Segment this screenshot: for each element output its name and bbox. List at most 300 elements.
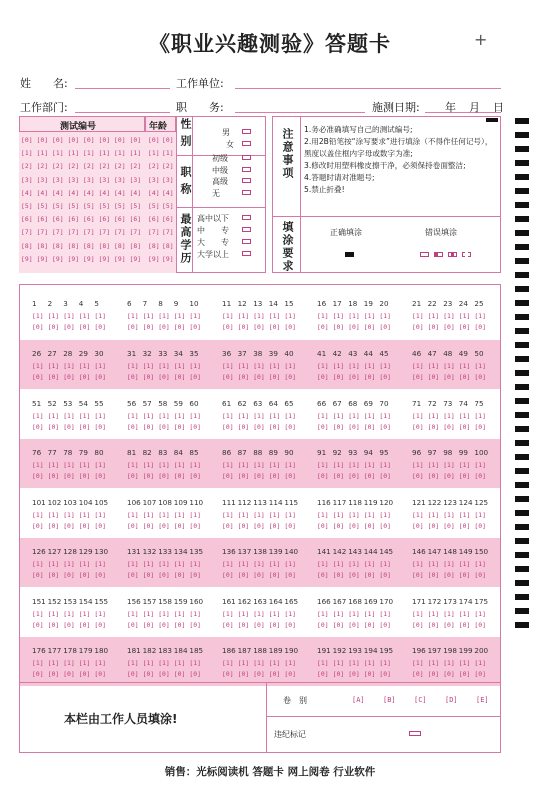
answer-bubble-0[interactable]: [0] — [332, 472, 345, 480]
answer-bubble-1[interactable]: [1] — [189, 362, 201, 370]
answer-bubble-1[interactable]: [1] — [268, 412, 281, 420]
answer-bubble-0[interactable]: [0] — [158, 423, 170, 431]
digit-bubble[interactable]: [1] — [52, 149, 64, 158]
answer-bubble-0[interactable]: [0] — [142, 423, 155, 431]
answer-bubble-1[interactable]: [1] — [379, 461, 391, 469]
answer-bubble-1[interactable]: [1] — [47, 610, 60, 618]
answer-bubble-1[interactable]: [1] — [474, 461, 486, 469]
answer-bubble-0[interactable]: [0] — [189, 373, 201, 381]
answer-bubble-0[interactable]: [0] — [78, 522, 91, 530]
answer-bubble-0[interactable]: [0] — [78, 423, 91, 431]
answer-bubble-0[interactable]: [0] — [363, 621, 376, 629]
digit-bubble[interactable]: [8] — [21, 241, 33, 250]
digit-bubble[interactable]: [6] — [148, 215, 160, 224]
answer-bubble-0[interactable]: [0] — [127, 571, 139, 579]
answer-bubble-0[interactable]: [0] — [348, 571, 360, 579]
answer-bubble-1[interactable]: [1] — [348, 659, 360, 667]
answer-bubble-1[interactable]: [1] — [443, 560, 455, 568]
answer-bubble-1[interactable]: [1] — [237, 511, 250, 519]
digit-bubble[interactable]: [2] — [36, 162, 49, 171]
answer-bubble-1[interactable]: [1] — [284, 560, 296, 568]
answer-bubble-1[interactable]: [1] — [458, 312, 471, 320]
answer-bubble-0[interactable]: [0] — [222, 571, 234, 579]
answer-bubble-0[interactable]: [0] — [47, 621, 60, 629]
answer-bubble-1[interactable]: [1] — [253, 511, 265, 519]
answer-bubble-1[interactable]: [1] — [158, 312, 170, 320]
digit-bubble[interactable]: [5] — [114, 202, 126, 210]
answer-bubble-0[interactable]: [0] — [458, 571, 471, 579]
answer-bubble-0[interactable]: [0] — [268, 373, 281, 381]
answer-bubble-0[interactable]: [0] — [443, 373, 455, 381]
answer-bubble-1[interactable]: [1] — [379, 560, 391, 568]
answer-bubble-0[interactable]: [0] — [94, 522, 106, 530]
digit-bubble[interactable]: [3] — [21, 175, 33, 184]
answer-bubble-1[interactable]: [1] — [284, 362, 296, 370]
answer-bubble-1[interactable]: [1] — [348, 610, 360, 618]
digit-bubble[interactable]: [7] — [36, 228, 49, 237]
answer-bubble-1[interactable]: [1] — [317, 511, 329, 519]
answer-bubble-0[interactable]: [0] — [443, 522, 455, 530]
answer-bubble-1[interactable]: [1] — [332, 511, 345, 519]
digit-bubble[interactable]: [0] — [148, 136, 160, 144]
answer-bubble-0[interactable]: [0] — [427, 621, 440, 629]
digit-bubble[interactable]: [4] — [129, 188, 142, 197]
answer-bubble-0[interactable]: [0] — [427, 323, 440, 331]
answer-bubble-1[interactable]: [1] — [63, 560, 75, 568]
answer-bubble-1[interactable]: [1] — [427, 659, 440, 667]
answer-bubble-1[interactable]: [1] — [427, 560, 440, 568]
answer-bubble-0[interactable]: [0] — [253, 670, 265, 678]
answer-bubble-1[interactable]: [1] — [379, 511, 391, 519]
answer-bubble-0[interactable]: [0] — [142, 670, 155, 678]
digit-bubble[interactable]: [1] — [67, 149, 80, 158]
answer-bubble-1[interactable]: [1] — [222, 461, 234, 469]
answer-bubble-1[interactable]: [1] — [78, 461, 91, 469]
answer-bubble-1[interactable]: [1] — [474, 659, 486, 667]
answer-bubble-1[interactable]: [1] — [268, 511, 281, 519]
answer-bubble-1[interactable]: [1] — [412, 511, 424, 519]
answer-bubble-1[interactable]: [1] — [412, 312, 424, 320]
digit-bubble[interactable]: [0] — [129, 136, 142, 144]
digit-bubble[interactable]: [3] — [162, 175, 174, 184]
answer-bubble-1[interactable]: [1] — [173, 461, 186, 469]
digit-bubble[interactable]: [5] — [67, 202, 80, 210]
answer-bubble-1[interactable]: [1] — [363, 610, 376, 618]
answer-bubble-0[interactable]: [0] — [237, 571, 250, 579]
answer-bubble-1[interactable]: [1] — [379, 362, 391, 370]
answer-bubble-0[interactable]: [0] — [142, 522, 155, 530]
digit-bubble[interactable]: [8] — [129, 241, 142, 250]
answer-bubble-1[interactable]: [1] — [237, 412, 250, 420]
answer-bubble-0[interactable]: [0] — [363, 571, 376, 579]
answer-bubble-0[interactable]: [0] — [158, 472, 170, 480]
answer-bubble-1[interactable]: [1] — [94, 461, 106, 469]
answer-bubble-1[interactable]: [1] — [32, 560, 44, 568]
answer-bubble-0[interactable]: [0] — [379, 522, 391, 530]
answer-bubble-1[interactable]: [1] — [78, 610, 91, 618]
answer-bubble-1[interactable]: [1] — [78, 412, 91, 420]
answer-bubble-0[interactable]: [0] — [63, 472, 75, 480]
answer-bubble-0[interactable]: [0] — [412, 472, 424, 480]
answer-bubble-0[interactable]: [0] — [458, 670, 471, 678]
answer-bubble-1[interactable]: [1] — [363, 511, 376, 519]
answer-bubble-0[interactable]: [0] — [142, 373, 155, 381]
answer-bubble-0[interactable]: [0] — [284, 373, 296, 381]
answer-bubble-0[interactable]: [0] — [237, 621, 250, 629]
answer-bubble-0[interactable]: [0] — [317, 670, 329, 678]
answer-bubble-1[interactable]: [1] — [474, 511, 486, 519]
answer-bubble-0[interactable]: [0] — [78, 323, 91, 331]
department-field[interactable] — [75, 112, 170, 113]
answer-bubble-0[interactable]: [0] — [94, 670, 106, 678]
answer-bubble-1[interactable]: [1] — [32, 312, 44, 320]
digit-bubble[interactable]: [1] — [36, 149, 49, 158]
answer-bubble-1[interactable]: [1] — [317, 461, 329, 469]
answer-bubble-0[interactable]: [0] — [173, 571, 186, 579]
answer-bubble-1[interactable]: [1] — [363, 312, 376, 320]
answer-bubble-0[interactable]: [0] — [222, 423, 234, 431]
answer-bubble-1[interactable]: [1] — [412, 362, 424, 370]
digit-bubble[interactable]: [9] — [21, 254, 33, 263]
digit-bubble[interactable]: [9] — [162, 254, 174, 263]
answer-bubble-1[interactable]: [1] — [142, 412, 155, 420]
digit-bubble[interactable]: [3] — [98, 175, 111, 184]
answer-bubble-0[interactable]: [0] — [427, 373, 440, 381]
answer-bubble-0[interactable]: [0] — [317, 323, 329, 331]
answer-bubble-0[interactable]: [0] — [427, 423, 440, 431]
answer-bubble-1[interactable]: [1] — [348, 312, 360, 320]
answer-bubble-0[interactable]: [0] — [379, 423, 391, 431]
answer-bubble-0[interactable]: [0] — [474, 323, 486, 331]
answer-bubble-0[interactable]: [0] — [222, 472, 234, 480]
answer-bubble-0[interactable]: [0] — [63, 571, 75, 579]
answer-bubble-0[interactable]: [0] — [363, 522, 376, 530]
answer-bubble-0[interactable]: [0] — [427, 571, 440, 579]
answer-bubble-0[interactable]: [0] — [47, 423, 60, 431]
answer-bubble-1[interactable]: [1] — [173, 362, 186, 370]
answer-bubble-0[interactable]: [0] — [332, 571, 345, 579]
answer-bubble-0[interactable]: [0] — [78, 373, 91, 381]
answer-bubble-1[interactable]: [1] — [94, 659, 106, 667]
answer-bubble-1[interactable]: [1] — [332, 659, 345, 667]
digit-bubble[interactable]: [7] — [148, 228, 160, 237]
paper-type-bubble[interactable]: [A] — [352, 696, 365, 704]
digit-bubble[interactable]: [9] — [83, 254, 95, 263]
answer-bubble-0[interactable]: [0] — [332, 621, 345, 629]
answer-bubble-0[interactable]: [0] — [47, 323, 60, 331]
answer-bubble-1[interactable]: [1] — [142, 610, 155, 618]
digit-bubble[interactable]: [5] — [36, 202, 49, 210]
answer-bubble-1[interactable]: [1] — [317, 610, 329, 618]
answer-bubble-1[interactable]: [1] — [379, 610, 391, 618]
digit-bubble[interactable]: [9] — [36, 254, 49, 263]
answer-bubble-1[interactable]: [1] — [127, 461, 139, 469]
answer-bubble-0[interactable]: [0] — [127, 323, 139, 331]
answer-bubble-0[interactable]: [0] — [379, 621, 391, 629]
digit-bubble[interactable]: [3] — [148, 175, 160, 184]
answer-bubble-1[interactable]: [1] — [78, 560, 91, 568]
answer-bubble-0[interactable]: [0] — [348, 423, 360, 431]
answer-bubble-1[interactable]: [1] — [332, 560, 345, 568]
answer-bubble-1[interactable]: [1] — [253, 610, 265, 618]
answer-bubble-1[interactable]: [1] — [474, 362, 486, 370]
answer-bubble-0[interactable]: [0] — [253, 472, 265, 480]
answer-bubble-0[interactable]: [0] — [253, 522, 265, 530]
digit-bubble[interactable]: [7] — [114, 228, 126, 237]
gender-bubble[interactable] — [242, 141, 251, 146]
answer-bubble-1[interactable]: [1] — [142, 511, 155, 519]
answer-bubble-0[interactable]: [0] — [317, 522, 329, 530]
digit-bubble[interactable]: [3] — [83, 175, 95, 184]
answer-bubble-1[interactable]: [1] — [237, 461, 250, 469]
digit-bubble[interactable]: [8] — [148, 241, 160, 250]
answer-bubble-0[interactable]: [0] — [474, 522, 486, 530]
digit-bubble[interactable]: [1] — [21, 149, 33, 158]
answer-bubble-1[interactable]: [1] — [237, 312, 250, 320]
answer-bubble-1[interactable]: [1] — [237, 362, 250, 370]
answer-bubble-1[interactable]: [1] — [63, 610, 75, 618]
answer-bubble-1[interactable]: [1] — [222, 412, 234, 420]
answer-bubble-1[interactable]: [1] — [158, 659, 170, 667]
answer-bubble-1[interactable]: [1] — [222, 560, 234, 568]
answer-bubble-1[interactable]: [1] — [222, 511, 234, 519]
answer-bubble-1[interactable]: [1] — [142, 659, 155, 667]
answer-bubble-1[interactable]: [1] — [363, 461, 376, 469]
answer-bubble-0[interactable]: [0] — [458, 373, 471, 381]
digit-bubble[interactable]: [5] — [162, 202, 174, 210]
answer-bubble-1[interactable]: [1] — [412, 610, 424, 618]
title-bubble[interactable] — [242, 167, 251, 172]
answer-bubble-0[interactable]: [0] — [253, 621, 265, 629]
answer-bubble-1[interactable]: [1] — [427, 412, 440, 420]
answer-bubble-1[interactable]: [1] — [268, 560, 281, 568]
answer-bubble-1[interactable]: [1] — [32, 412, 44, 420]
answer-bubble-0[interactable]: [0] — [142, 323, 155, 331]
test-date-field[interactable] — [425, 112, 501, 113]
answer-bubble-1[interactable]: [1] — [332, 312, 345, 320]
answer-bubble-1[interactable]: [1] — [47, 560, 60, 568]
answer-bubble-1[interactable]: [1] — [78, 659, 91, 667]
answer-bubble-0[interactable]: [0] — [363, 323, 376, 331]
answer-bubble-1[interactable]: [1] — [94, 312, 106, 320]
answer-bubble-1[interactable]: [1] — [142, 560, 155, 568]
answer-bubble-0[interactable]: [0] — [379, 472, 391, 480]
answer-bubble-0[interactable]: [0] — [237, 323, 250, 331]
digit-bubble[interactable]: [4] — [162, 188, 174, 197]
answer-bubble-0[interactable]: [0] — [63, 323, 75, 331]
answer-bubble-0[interactable]: [0] — [284, 571, 296, 579]
answer-bubble-0[interactable]: [0] — [268, 522, 281, 530]
answer-bubble-1[interactable]: [1] — [142, 362, 155, 370]
answer-bubble-0[interactable]: [0] — [412, 373, 424, 381]
answer-bubble-1[interactable]: [1] — [474, 560, 486, 568]
answer-bubble-0[interactable]: [0] — [63, 373, 75, 381]
answer-bubble-1[interactable]: [1] — [127, 412, 139, 420]
answer-bubble-0[interactable]: [0] — [94, 571, 106, 579]
digit-bubble[interactable]: [1] — [129, 149, 142, 158]
digit-bubble[interactable]: [9] — [98, 254, 111, 263]
answer-bubble-1[interactable]: [1] — [379, 659, 391, 667]
education-bubble[interactable] — [242, 227, 251, 232]
digit-bubble[interactable]: [3] — [52, 175, 64, 184]
answer-bubble-1[interactable]: [1] — [317, 412, 329, 420]
answer-bubble-0[interactable]: [0] — [412, 522, 424, 530]
answer-bubble-0[interactable]: [0] — [78, 670, 91, 678]
education-bubble[interactable] — [242, 239, 251, 244]
answer-bubble-1[interactable]: [1] — [158, 412, 170, 420]
answer-bubble-1[interactable]: [1] — [458, 560, 471, 568]
answer-bubble-0[interactable]: [0] — [317, 472, 329, 480]
answer-bubble-1[interactable]: [1] — [427, 461, 440, 469]
answer-bubble-0[interactable]: [0] — [189, 423, 201, 431]
violation-bubble[interactable] — [409, 731, 421, 736]
answer-bubble-1[interactable]: [1] — [253, 312, 265, 320]
answer-bubble-1[interactable]: [1] — [443, 610, 455, 618]
digit-bubble[interactable]: [7] — [98, 228, 111, 237]
gender-bubble[interactable] — [242, 129, 251, 134]
answer-bubble-0[interactable]: [0] — [379, 323, 391, 331]
answer-bubble-1[interactable]: [1] — [284, 312, 296, 320]
digit-bubble[interactable]: [6] — [67, 215, 80, 224]
answer-bubble-1[interactable]: [1] — [458, 511, 471, 519]
answer-bubble-0[interactable]: [0] — [173, 472, 186, 480]
answer-bubble-0[interactable]: [0] — [317, 373, 329, 381]
answer-bubble-0[interactable]: [0] — [127, 423, 139, 431]
answer-bubble-0[interactable]: [0] — [458, 423, 471, 431]
answer-bubble-1[interactable]: [1] — [427, 610, 440, 618]
work-unit-field[interactable] — [235, 88, 501, 89]
digit-bubble[interactable]: [3] — [129, 175, 142, 184]
answer-bubble-0[interactable]: [0] — [94, 323, 106, 331]
answer-bubble-1[interactable]: [1] — [189, 461, 201, 469]
answer-bubble-1[interactable]: [1] — [94, 412, 106, 420]
answer-bubble-0[interactable]: [0] — [458, 472, 471, 480]
answer-bubble-0[interactable]: [0] — [458, 522, 471, 530]
answer-bubble-1[interactable]: [1] — [32, 610, 44, 618]
answer-bubble-1[interactable]: [1] — [317, 560, 329, 568]
answer-bubble-0[interactable]: [0] — [332, 423, 345, 431]
answer-bubble-1[interactable]: [1] — [379, 412, 391, 420]
answer-bubble-1[interactable]: [1] — [458, 412, 471, 420]
answer-bubble-0[interactable]: [0] — [412, 621, 424, 629]
answer-bubble-0[interactable]: [0] — [47, 472, 60, 480]
answer-bubble-0[interactable]: [0] — [379, 373, 391, 381]
digit-bubble[interactable]: [2] — [98, 162, 111, 171]
answer-bubble-0[interactable]: [0] — [127, 373, 139, 381]
answer-bubble-1[interactable]: [1] — [474, 610, 486, 618]
answer-bubble-0[interactable]: [0] — [317, 621, 329, 629]
answer-bubble-0[interactable]: [0] — [158, 621, 170, 629]
answer-bubble-0[interactable]: [0] — [317, 571, 329, 579]
answer-bubble-1[interactable]: [1] — [63, 659, 75, 667]
answer-bubble-0[interactable]: [0] — [32, 621, 44, 629]
answer-bubble-0[interactable]: [0] — [32, 323, 44, 331]
answer-bubble-1[interactable]: [1] — [63, 312, 75, 320]
paper-type-bubble[interactable]: [C] — [414, 696, 427, 704]
answer-bubble-1[interactable]: [1] — [47, 659, 60, 667]
answer-bubble-0[interactable]: [0] — [412, 670, 424, 678]
answer-bubble-1[interactable]: [1] — [253, 412, 265, 420]
answer-bubble-1[interactable]: [1] — [47, 412, 60, 420]
answer-bubble-0[interactable]: [0] — [94, 472, 106, 480]
answer-bubble-0[interactable]: [0] — [222, 621, 234, 629]
digit-bubble[interactable]: [9] — [148, 254, 160, 263]
digit-bubble[interactable]: [4] — [52, 188, 64, 197]
answer-bubble-0[interactable]: [0] — [348, 472, 360, 480]
answer-bubble-1[interactable]: [1] — [348, 362, 360, 370]
answer-bubble-1[interactable]: [1] — [284, 610, 296, 618]
digit-bubble[interactable]: [6] — [83, 215, 95, 224]
answer-bubble-0[interactable]: [0] — [363, 373, 376, 381]
answer-bubble-1[interactable]: [1] — [332, 610, 345, 618]
answer-bubble-0[interactable]: [0] — [127, 522, 139, 530]
answer-bubble-1[interactable]: [1] — [363, 659, 376, 667]
answer-bubble-1[interactable]: [1] — [173, 412, 186, 420]
answer-bubble-0[interactable]: [0] — [32, 522, 44, 530]
answer-bubble-1[interactable]: [1] — [32, 659, 44, 667]
answer-bubble-1[interactable]: [1] — [443, 412, 455, 420]
digit-bubble[interactable]: [5] — [98, 202, 111, 210]
answer-bubble-0[interactable]: [0] — [412, 323, 424, 331]
answer-bubble-0[interactable]: [0] — [253, 373, 265, 381]
answer-bubble-1[interactable]: [1] — [443, 659, 455, 667]
answer-bubble-1[interactable]: [1] — [268, 312, 281, 320]
answer-bubble-0[interactable]: [0] — [474, 472, 486, 480]
answer-bubble-1[interactable]: [1] — [458, 659, 471, 667]
answer-bubble-1[interactable]: [1] — [458, 362, 471, 370]
digit-bubble[interactable]: [8] — [67, 241, 80, 250]
answer-bubble-1[interactable]: [1] — [158, 610, 170, 618]
answer-bubble-1[interactable]: [1] — [348, 461, 360, 469]
digit-bubble[interactable]: [6] — [21, 215, 33, 224]
answer-bubble-0[interactable]: [0] — [173, 670, 186, 678]
answer-bubble-1[interactable]: [1] — [268, 659, 281, 667]
answer-bubble-0[interactable]: [0] — [32, 571, 44, 579]
answer-bubble-0[interactable]: [0] — [63, 670, 75, 678]
answer-bubble-1[interactable]: [1] — [47, 362, 60, 370]
answer-bubble-0[interactable]: [0] — [63, 522, 75, 530]
answer-bubble-1[interactable]: [1] — [127, 511, 139, 519]
digit-bubble[interactable]: [6] — [129, 215, 142, 224]
answer-bubble-0[interactable]: [0] — [189, 670, 201, 678]
answer-bubble-1[interactable]: [1] — [94, 511, 106, 519]
answer-bubble-0[interactable]: [0] — [158, 522, 170, 530]
answer-bubble-0[interactable]: [0] — [222, 323, 234, 331]
digit-bubble[interactable]: [1] — [148, 149, 160, 158]
answer-bubble-1[interactable]: [1] — [189, 610, 201, 618]
answer-bubble-1[interactable]: [1] — [237, 610, 250, 618]
answer-bubble-1[interactable]: [1] — [379, 312, 391, 320]
answer-bubble-1[interactable]: [1] — [78, 511, 91, 519]
digit-bubble[interactable]: [7] — [83, 228, 95, 237]
answer-bubble-1[interactable]: [1] — [32, 461, 44, 469]
answer-bubble-0[interactable]: [0] — [332, 522, 345, 530]
answer-bubble-1[interactable]: [1] — [189, 312, 201, 320]
digit-bubble[interactable]: [9] — [67, 254, 80, 263]
digit-bubble[interactable]: [7] — [21, 228, 33, 237]
answer-bubble-1[interactable]: [1] — [127, 659, 139, 667]
answer-bubble-0[interactable]: [0] — [63, 621, 75, 629]
answer-bubble-0[interactable]: [0] — [443, 670, 455, 678]
answer-bubble-1[interactable]: [1] — [127, 312, 139, 320]
answer-bubble-1[interactable]: [1] — [63, 362, 75, 370]
answer-bubble-0[interactable]: [0] — [94, 373, 106, 381]
paper-type-bubble[interactable]: [E] — [476, 696, 489, 704]
digit-bubble[interactable]: [2] — [67, 162, 80, 171]
answer-bubble-1[interactable]: [1] — [173, 511, 186, 519]
answer-bubble-0[interactable]: [0] — [189, 323, 201, 331]
answer-bubble-0[interactable]: [0] — [47, 373, 60, 381]
